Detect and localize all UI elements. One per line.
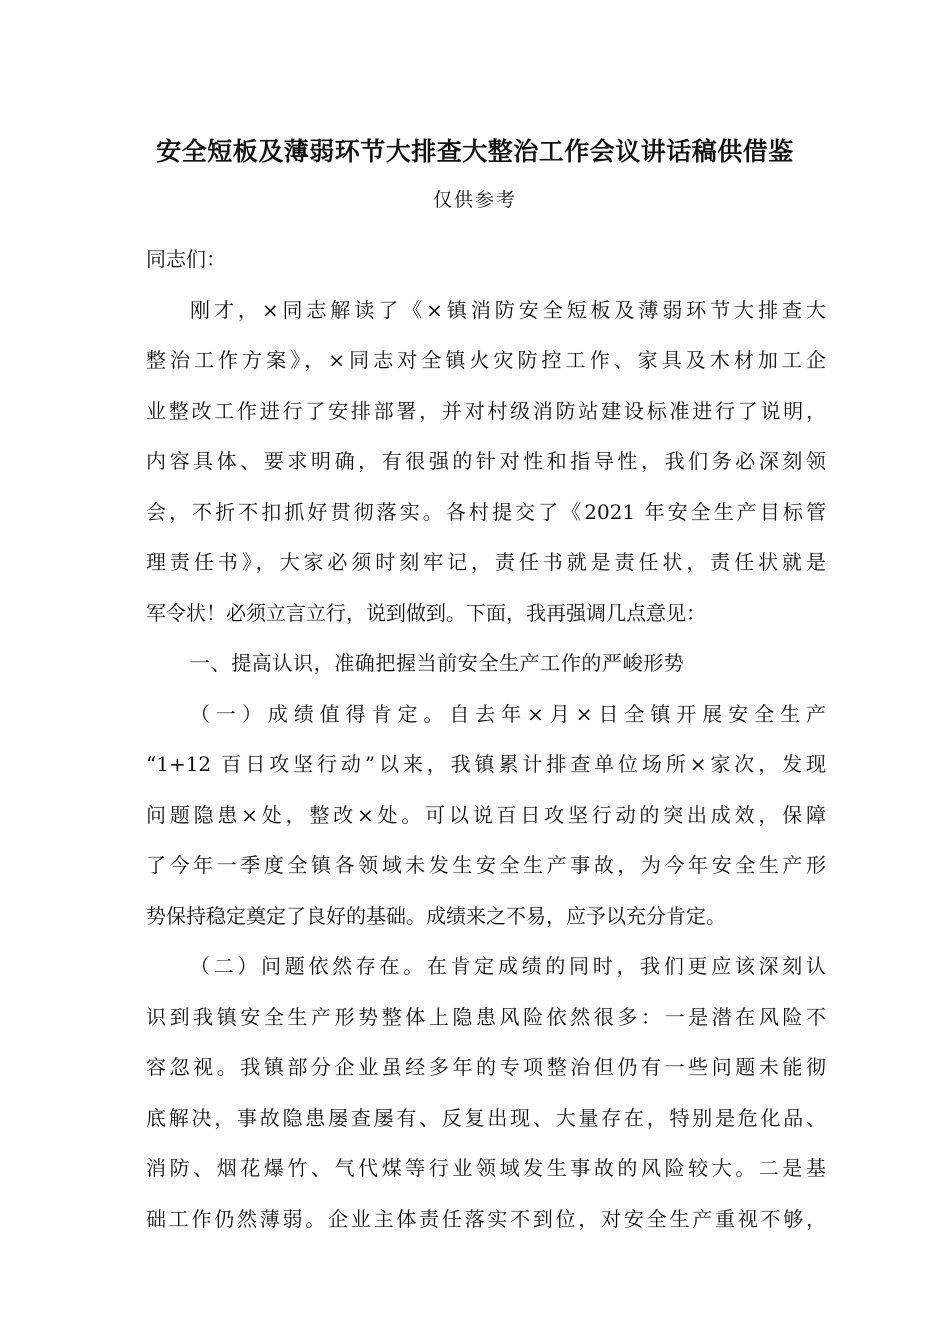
paragraph-line: 内容具体、要求明确，有很强的针对性和指导性，我们务必深刻领 (146, 449, 826, 473)
paragraph-line: 刚才，×同志解读了《×镇消防安全短板及薄弱环节大排查大 (190, 297, 826, 322)
salutation-line: 同志们： (146, 247, 226, 271)
document-subtitle: 仅供参考 (432, 189, 517, 211)
paragraph-line: （一）成绩值得肯定。自去年×月×日全镇开展安全生产 (190, 701, 826, 726)
paragraph-line: 会，不折不扣抓好贯彻落实。各村提交了《2021 年安全生产目标管 (146, 499, 826, 524)
paragraph-line: 识到我镇安全生产形势整体上隐患风险依然很多：一是潜在风险不 (146, 1004, 826, 1029)
paragraph-line: “1+12 百日攻坚行动”以来，我镇累计排查单位场所×家次，发现 (146, 752, 826, 776)
paragraph-line: 了今年一季度全镇各领域未发生安全生产事故，为今年安全生产形 (146, 853, 826, 877)
paragraph-line: 整治工作方案》，×同志对全镇火灾防控工作、家具及木材加工企 (146, 348, 826, 372)
paragraph-line: 势保持稳定奠定了良好的基础。成绩来之不易，应予以充分肯定。 (146, 903, 726, 928)
document-title: 安全短板及薄弱环节大排查大整治工作会议讲话稿供借鉴 (156, 137, 794, 166)
paragraph-line: 军令状！必须立言立行，说到做到。下面，我再强调几点意见： (146, 600, 706, 625)
paragraph-line: 底解决，事故隐患屡查屡有、反复出现、大量存在，特别是危化品、 (146, 1105, 826, 1130)
section-heading: 一、提高认识，准确把握当前安全生产工作的严峻形势 (190, 651, 685, 675)
paragraph-line: 问题隐患×处，整改×处。可以说百日攻坚行动的突出成效，保障 (146, 802, 826, 827)
paragraph-line: （二）问题依然存在。在肯定成绩的同时，我们更应该深刻认 (190, 954, 826, 978)
paragraph-line: 业整改工作进行了安排部署，并对村级消防站建设标准进行了说明， (146, 398, 826, 423)
paragraph-line: 理责任书》，大家必须时刻牢记，责任书就是责任状，责任状就是 (146, 550, 826, 574)
document-body (146, 234, 826, 1244)
paragraph-line: 容忽视。我镇部分企业虽经多年的专项整治但仍有一些问题未能彻 (146, 1055, 826, 1079)
paragraph-line: 消防、烟花爆竹、气代煤等行业领域发生事故的风险较大。二是基 (146, 1156, 826, 1180)
paragraph-line: 础工作仍然薄弱。企业主体责任落实不到位，对安全生产重视不够， (146, 1206, 826, 1231)
